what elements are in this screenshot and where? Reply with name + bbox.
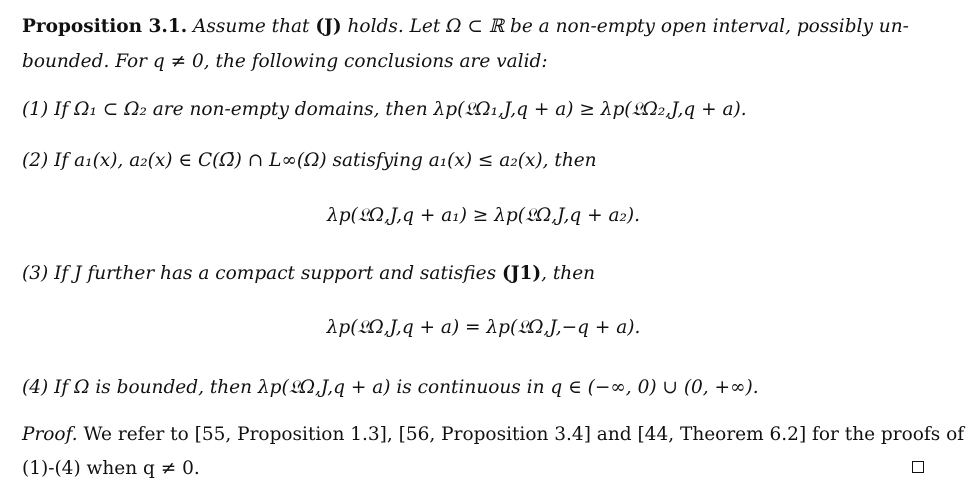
item-4: (4) If Ω is bounded, then λp(𝔏Ω,J,q + a) is continuous in q ∈ (−∞, 0) ∪ (0, +∞). <box>22 377 759 398</box>
item-3-end: , then <box>541 263 596 284</box>
item-2: (2) If a₁(x), a₂(x) ∈ C(Ω̄) ∩ L∞(Ω) satisfying a₁(x) ≤ a₂(x), then <box>22 150 597 171</box>
item-3 <box>22 262 595 286</box>
item-1: (1) If Ω₁ ⊂ Ω₂ are non-empty domains, then λp(𝔏Ω₁,J,q + a) ≥ λp(𝔏Ω₂,J,q + a). <box>22 99 747 120</box>
statement-end: holds. Let Ω ⊂ ℝ be a non-empty open interval, possibly un- <box>341 16 909 37</box>
qed-box-icon <box>912 461 924 473</box>
assumption-j: (J) <box>315 16 342 37</box>
proof-label: Proof. <box>22 424 78 445</box>
item-2-formula: λp(𝔏Ω,J,q + a₁) ≥ λp(𝔏Ω,J,q + a₂). <box>326 205 641 226</box>
proof-text: We refer to [55, Proposition 1.3], [56, Proposition 3.4] and [44, Theorem 6.2] for the proofs of <box>77 424 965 445</box>
item-3-start: (3) If J further has a compact support and satisfies <box>22 263 502 284</box>
proposition-line-1 <box>22 15 909 39</box>
proposition-label: Proposition 3.1. <box>22 16 188 37</box>
statement-start: Assume that <box>193 16 316 37</box>
proof-line-1 <box>22 423 964 447</box>
item-3-formula: λp(𝔏Ω,J,q + a) = λp(𝔏Ω,J,−q + a). <box>326 317 641 338</box>
proposition-line-2: bounded. For q ≠ 0, the following conclusions are valid: <box>22 51 548 72</box>
proof-line-2: (1)-(4) when q ≠ 0. <box>22 458 200 479</box>
assumption-j1: (J1) <box>501 263 542 284</box>
